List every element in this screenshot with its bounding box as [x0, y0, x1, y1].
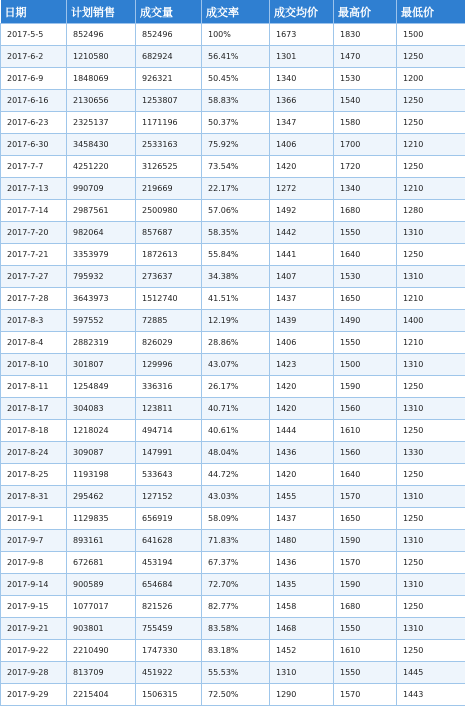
table-cell: 1406 — [270, 134, 334, 156]
table-cell: 795932 — [67, 266, 136, 288]
table-cell: 1310 — [397, 398, 465, 420]
table-body — [1, 24, 465, 706]
table-cell: 83.58% — [202, 618, 270, 640]
table-cell: 1443 — [397, 684, 465, 706]
table-cell: 2017-8-3 — [1, 310, 67, 332]
table-cell: 2017-9-28 — [1, 662, 67, 684]
table-cell: 2130656 — [67, 90, 136, 112]
table-cell: 2017-6-9 — [1, 68, 67, 90]
table-cell: 926321 — [136, 68, 202, 90]
header-max-price: 最高价 — [334, 0, 397, 24]
table-row — [1, 288, 465, 310]
table-cell: 2325137 — [67, 112, 136, 134]
table-row — [1, 618, 465, 640]
table-cell: 1210 — [397, 134, 465, 156]
table-cell: 1340 — [334, 178, 397, 200]
table-cell: 2017-9-14 — [1, 574, 67, 596]
table-cell: 1550 — [334, 618, 397, 640]
table-cell: 2017-7-7 — [1, 156, 67, 178]
table-cell: 2017-8-17 — [1, 398, 67, 420]
table-cell: 55.53% — [202, 662, 270, 684]
table-cell: 1310 — [397, 574, 465, 596]
table-cell: 821526 — [136, 596, 202, 618]
table-cell: 4251220 — [67, 156, 136, 178]
table-cell: 1310 — [397, 618, 465, 640]
table-cell: 1250 — [397, 464, 465, 486]
table-cell: 990709 — [67, 178, 136, 200]
table-row — [1, 178, 465, 200]
table-cell: 1673 — [270, 24, 334, 46]
table-cell: 72885 — [136, 310, 202, 332]
table-cell: 2882319 — [67, 332, 136, 354]
table-cell: 857687 — [136, 222, 202, 244]
table-cell: 1077017 — [67, 596, 136, 618]
table-row — [1, 156, 465, 178]
table-cell: 1530 — [334, 266, 397, 288]
table-cell: 41.51% — [202, 288, 270, 310]
table-row — [1, 134, 465, 156]
table-cell: 1490 — [334, 310, 397, 332]
table-cell: 1570 — [334, 486, 397, 508]
table-cell: 1452 — [270, 640, 334, 662]
table-cell: 1310 — [397, 354, 465, 376]
header-min-price: 最低价 — [397, 0, 465, 24]
table-cell: 1218024 — [67, 420, 136, 442]
table-cell: 58.09% — [202, 508, 270, 530]
table-cell: 2987561 — [67, 200, 136, 222]
table-cell: 1540 — [334, 90, 397, 112]
table-cell: 826029 — [136, 332, 202, 354]
table-cell: 1280 — [397, 200, 465, 222]
table-cell: 1512740 — [136, 288, 202, 310]
table-cell: 1436 — [270, 552, 334, 574]
table-cell: 1250 — [397, 420, 465, 442]
table-row — [1, 464, 465, 486]
table-cell: 12.19% — [202, 310, 270, 332]
table-row — [1, 398, 465, 420]
table-cell: 1560 — [334, 442, 397, 464]
table-cell: 1458 — [270, 596, 334, 618]
table-cell: 2210490 — [67, 640, 136, 662]
table-cell: 2017-8-10 — [1, 354, 67, 376]
table-cell: 3643973 — [67, 288, 136, 310]
table-cell: 2017-8-18 — [1, 420, 67, 442]
table-cell: 2017-9-1 — [1, 508, 67, 530]
table-cell: 1680 — [334, 200, 397, 222]
table-row — [1, 354, 465, 376]
table-cell: 34.38% — [202, 266, 270, 288]
table-cell: 893161 — [67, 530, 136, 552]
table-cell: 1310 — [397, 530, 465, 552]
table-cell: 43.03% — [202, 486, 270, 508]
table-cell: 1436 — [270, 442, 334, 464]
table-cell: 1406 — [270, 332, 334, 354]
table-cell: 755459 — [136, 618, 202, 640]
table-cell: 494714 — [136, 420, 202, 442]
table-cell: 1445 — [397, 662, 465, 684]
table-cell: 127152 — [136, 486, 202, 508]
table-cell: 1250 — [397, 552, 465, 574]
table-cell: 1830 — [334, 24, 397, 46]
table-row — [1, 68, 465, 90]
table-cell: 22.17% — [202, 178, 270, 200]
table-cell: 48.04% — [202, 442, 270, 464]
table-row — [1, 46, 465, 68]
table-cell: 2017-8-25 — [1, 464, 67, 486]
table-cell: 129996 — [136, 354, 202, 376]
table-cell: 295462 — [67, 486, 136, 508]
table-cell: 50.45% — [202, 68, 270, 90]
table-cell: 1210 — [397, 288, 465, 310]
table-cell: 2533163 — [136, 134, 202, 156]
table-row — [1, 662, 465, 684]
table-cell: 2017-6-23 — [1, 112, 67, 134]
table-cell: 3458430 — [67, 134, 136, 156]
table-cell: 2017-9-8 — [1, 552, 67, 574]
table-row — [1, 376, 465, 398]
table-row — [1, 222, 465, 244]
table-cell: 1250 — [397, 596, 465, 618]
table-cell: 1310 — [397, 222, 465, 244]
table-cell: 1310 — [397, 486, 465, 508]
table-cell: 641628 — [136, 530, 202, 552]
table-cell: 1439 — [270, 310, 334, 332]
table-cell: 72.70% — [202, 574, 270, 596]
table-cell: 1650 — [334, 288, 397, 310]
table-cell: 1310 — [270, 662, 334, 684]
table-cell: 1250 — [397, 376, 465, 398]
table-cell: 1492 — [270, 200, 334, 222]
table-cell: 597552 — [67, 310, 136, 332]
table-cell: 1171196 — [136, 112, 202, 134]
table-cell: 26.17% — [202, 376, 270, 398]
table-cell: 1200 — [397, 68, 465, 90]
table-cell: 1253807 — [136, 90, 202, 112]
table-cell: 2017-7-14 — [1, 200, 67, 222]
table-cell: 2017-5-5 — [1, 24, 67, 46]
table-cell: 1500 — [334, 354, 397, 376]
table-cell: 50.37% — [202, 112, 270, 134]
table-row — [1, 574, 465, 596]
table-cell: 682924 — [136, 46, 202, 68]
header-avg-price: 成交均价 — [270, 0, 334, 24]
table-cell: 451922 — [136, 662, 202, 684]
table-cell: 453194 — [136, 552, 202, 574]
table-cell: 75.92% — [202, 134, 270, 156]
table-cell: 1366 — [270, 90, 334, 112]
header-date: 日期 — [1, 0, 67, 24]
table-cell: 2017-9-29 — [1, 684, 67, 706]
table-cell: 219669 — [136, 178, 202, 200]
table-cell: 1301 — [270, 46, 334, 68]
table-cell: 1407 — [270, 266, 334, 288]
table-cell: 852496 — [67, 24, 136, 46]
table-cell: 2017-7-20 — [1, 222, 67, 244]
table-cell: 28.86% — [202, 332, 270, 354]
header-rate: 成交率 — [202, 0, 270, 24]
table-cell: 1420 — [270, 156, 334, 178]
table-cell: 1650 — [334, 508, 397, 530]
table-cell: 2017-7-21 — [1, 244, 67, 266]
table-cell: 309087 — [67, 442, 136, 464]
table-cell: 1340 — [270, 68, 334, 90]
table-cell: 301807 — [67, 354, 136, 376]
table-cell: 2500980 — [136, 200, 202, 222]
table-cell: 58.83% — [202, 90, 270, 112]
table-cell: 2017-9-7 — [1, 530, 67, 552]
table-cell: 1680 — [334, 596, 397, 618]
table-cell: 57.06% — [202, 200, 270, 222]
table-cell: 2017-6-16 — [1, 90, 67, 112]
table-cell: 1437 — [270, 508, 334, 530]
table-cell: 44.72% — [202, 464, 270, 486]
table-row — [1, 684, 465, 706]
table-cell: 2017-7-28 — [1, 288, 67, 310]
table-row — [1, 640, 465, 662]
table-row — [1, 266, 465, 288]
table-cell: 1530 — [334, 68, 397, 90]
table-cell: 1400 — [397, 310, 465, 332]
table-cell: 3353979 — [67, 244, 136, 266]
table-cell: 1500 — [397, 24, 465, 46]
table-row — [1, 596, 465, 618]
table-cell: 71.83% — [202, 530, 270, 552]
table-cell: 1470 — [334, 46, 397, 68]
table-cell: 1747330 — [136, 640, 202, 662]
table-cell: 1442 — [270, 222, 334, 244]
table-row — [1, 552, 465, 574]
table-cell: 336316 — [136, 376, 202, 398]
table-cell: 1480 — [270, 530, 334, 552]
table-row — [1, 90, 465, 112]
table-cell: 1444 — [270, 420, 334, 442]
table-cell: 1720 — [334, 156, 397, 178]
table-cell: 1590 — [334, 574, 397, 596]
table-cell: 2017-8-31 — [1, 486, 67, 508]
table-cell: 1435 — [270, 574, 334, 596]
table-row — [1, 420, 465, 442]
table-cell: 1570 — [334, 684, 397, 706]
table-cell: 1310 — [397, 266, 465, 288]
table-cell: 1560 — [334, 398, 397, 420]
table-cell: 1250 — [397, 508, 465, 530]
table-cell: 1272 — [270, 178, 334, 200]
table-cell: 1250 — [397, 244, 465, 266]
table-cell: 2017-6-2 — [1, 46, 67, 68]
table-cell: 1441 — [270, 244, 334, 266]
table-row — [1, 200, 465, 222]
table-cell: 2017-9-21 — [1, 618, 67, 640]
table-row — [1, 332, 465, 354]
table-cell: 1506315 — [136, 684, 202, 706]
table-cell: 147991 — [136, 442, 202, 464]
table-cell: 2017-9-15 — [1, 596, 67, 618]
table-cell: 123811 — [136, 398, 202, 420]
table-cell: 1848069 — [67, 68, 136, 90]
table-cell: 672681 — [67, 552, 136, 574]
table-cell: 1193198 — [67, 464, 136, 486]
table-cell: 982064 — [67, 222, 136, 244]
table-cell: 1640 — [334, 464, 397, 486]
table-cell: 3126525 — [136, 156, 202, 178]
table-cell: 1423 — [270, 354, 334, 376]
table-cell: 1129835 — [67, 508, 136, 530]
table-cell: 2017-7-27 — [1, 266, 67, 288]
header-volume: 成交量 — [136, 0, 202, 24]
table-row — [1, 24, 465, 46]
table-cell: 1254849 — [67, 376, 136, 398]
table-cell: 1420 — [270, 398, 334, 420]
table-cell: 533643 — [136, 464, 202, 486]
table-cell: 2215404 — [67, 684, 136, 706]
table-cell: 273637 — [136, 266, 202, 288]
table-cell: 1250 — [397, 112, 465, 134]
table-cell: 1330 — [397, 442, 465, 464]
table-cell: 900589 — [67, 574, 136, 596]
table-cell: 2017-8-4 — [1, 332, 67, 354]
table-cell: 813709 — [67, 662, 136, 684]
table-cell: 72.50% — [202, 684, 270, 706]
table-cell: 40.71% — [202, 398, 270, 420]
table-cell: 1290 — [270, 684, 334, 706]
table-cell: 304083 — [67, 398, 136, 420]
table-cell: 1437 — [270, 288, 334, 310]
table-cell: 1550 — [334, 222, 397, 244]
table-cell: 56.41% — [202, 46, 270, 68]
table-cell: 1590 — [334, 376, 397, 398]
table-cell: 1250 — [397, 640, 465, 662]
table-cell: 1590 — [334, 530, 397, 552]
table-cell: 2017-9-22 — [1, 640, 67, 662]
header-row — [1, 0, 465, 24]
table-row — [1, 530, 465, 552]
table-cell: 2017-7-13 — [1, 178, 67, 200]
table-cell: 73.54% — [202, 156, 270, 178]
table-cell: 1210 — [397, 332, 465, 354]
table-cell: 1347 — [270, 112, 334, 134]
table-row — [1, 486, 465, 508]
table-cell: 55.84% — [202, 244, 270, 266]
table-cell: 40.61% — [202, 420, 270, 442]
table-cell: 83.18% — [202, 640, 270, 662]
table-cell: 2017-6-30 — [1, 134, 67, 156]
table-row — [1, 508, 465, 530]
table-cell: 1468 — [270, 618, 334, 640]
table-cell: 2017-8-11 — [1, 376, 67, 398]
table-cell: 1250 — [397, 90, 465, 112]
table-cell: 1872613 — [136, 244, 202, 266]
header-planned-sales: 计划销售 — [67, 0, 136, 24]
table-cell: 852496 — [136, 24, 202, 46]
table-row — [1, 244, 465, 266]
table-cell: 656919 — [136, 508, 202, 530]
table-cell: 1550 — [334, 662, 397, 684]
table-cell: 1210 — [397, 178, 465, 200]
table-cell: 1640 — [334, 244, 397, 266]
table-row — [1, 112, 465, 134]
table-cell: 1250 — [397, 156, 465, 178]
table-cell: 1550 — [334, 332, 397, 354]
table-cell: 1250 — [397, 46, 465, 68]
table-cell: 1610 — [334, 420, 397, 442]
table-cell: 100% — [202, 24, 270, 46]
table-cell: 903801 — [67, 618, 136, 640]
table-cell: 67.37% — [202, 552, 270, 574]
table-cell: 1580 — [334, 112, 397, 134]
table-cell: 1570 — [334, 552, 397, 574]
table-cell: 1700 — [334, 134, 397, 156]
table-cell: 1610 — [334, 640, 397, 662]
table-row — [1, 310, 465, 332]
table-cell: 58.35% — [202, 222, 270, 244]
table-cell: 1420 — [270, 376, 334, 398]
table-cell: 1420 — [270, 464, 334, 486]
table-header — [1, 0, 465, 24]
table-cell: 43.07% — [202, 354, 270, 376]
table-cell: 82.77% — [202, 596, 270, 618]
table-cell: 654684 — [136, 574, 202, 596]
table-cell: 1210580 — [67, 46, 136, 68]
table-cell: 1455 — [270, 486, 334, 508]
table-cell: 2017-8-24 — [1, 442, 67, 464]
table-row — [1, 442, 465, 464]
